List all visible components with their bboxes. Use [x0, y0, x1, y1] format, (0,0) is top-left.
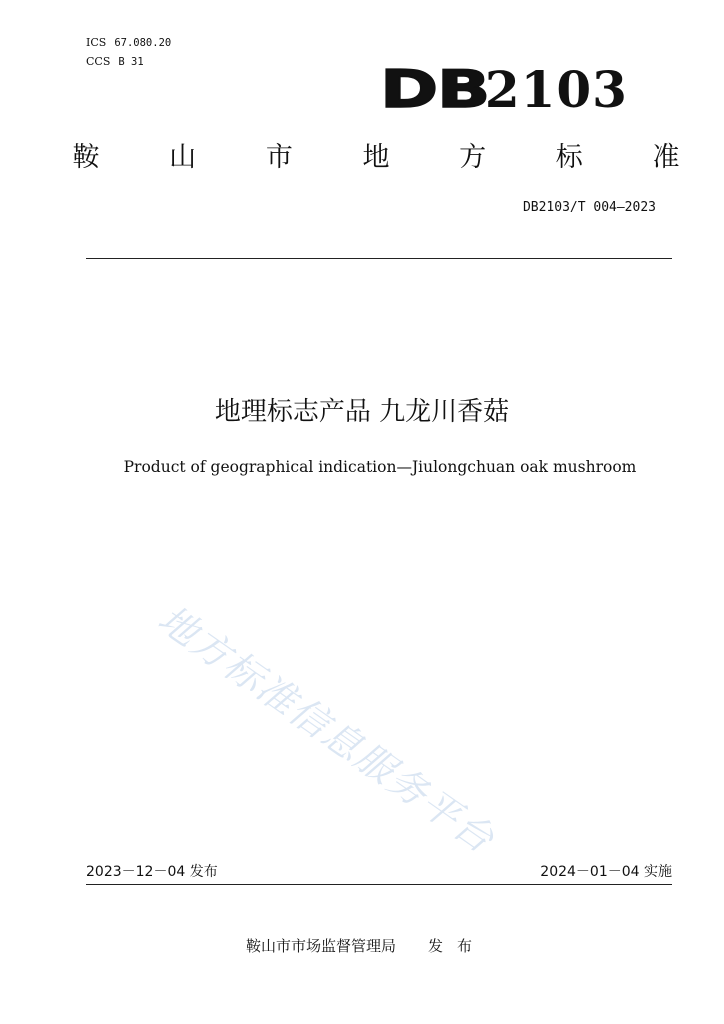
watermark: 地方标准信息服务平台: [150, 596, 504, 863]
standard-type-char: 鞍: [72, 142, 100, 173]
standard-number: DB2103/T 004—2023: [522, 200, 656, 215]
standard-type-char: 标: [555, 142, 583, 173]
standard-type-heading: [66, 140, 686, 176]
ccs-label: CCS: [86, 55, 111, 68]
publish-action: 发布: [428, 937, 487, 955]
ccs-line: [86, 55, 144, 69]
bottom-divider: [86, 884, 672, 885]
chinese-title: 地理标志产品 九龙川香菇: [214, 397, 510, 427]
publisher-name: 鞍山市市场监督管理局: [246, 937, 397, 955]
standard-type-char: 准: [652, 142, 680, 173]
implementation-date: 2024－01－04 实施: [540, 864, 672, 880]
ics-line: [86, 36, 171, 50]
db-logo-number: 2103: [484, 60, 628, 119]
standard-type-char: 山: [169, 142, 197, 173]
standard-type-char: 市: [265, 142, 293, 173]
top-divider: [86, 258, 672, 259]
ics-code: 67.080.20: [114, 37, 172, 49]
publisher-line: [246, 935, 486, 957]
english-title: Product of geographical indication—Jiulongchuan oak mushroom: [123, 458, 637, 476]
standard-type-char: 方: [459, 142, 487, 173]
db-standard-logo: [380, 60, 628, 120]
standard-type-char: 地: [362, 142, 390, 173]
ccs-code: B 31: [118, 56, 144, 68]
ics-label: ICS: [86, 36, 107, 49]
db-logo-letters: DB: [380, 60, 490, 120]
issue-date: 2023－12－04 发布: [86, 864, 218, 880]
